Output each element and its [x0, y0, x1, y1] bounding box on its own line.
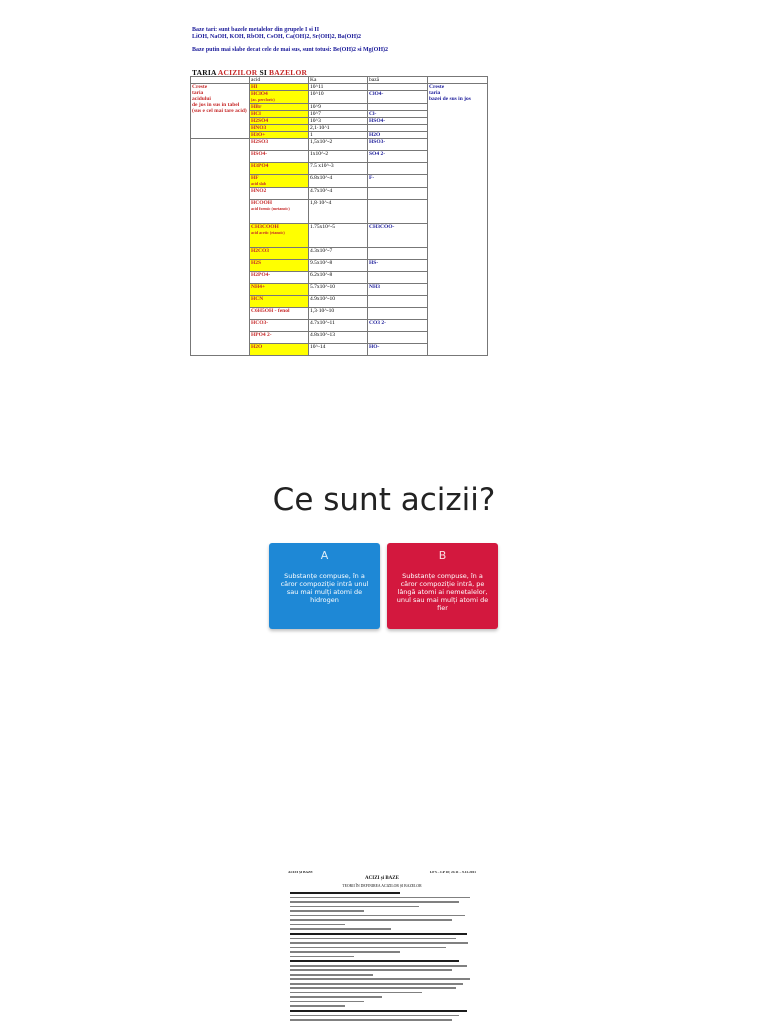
question-title: Ce sunt acizii?: [272, 482, 496, 518]
acid-cell: [250, 296, 309, 308]
doc-text-line: [290, 915, 465, 917]
acid-formula: HI: [251, 84, 258, 90]
ka-value: 10^9: [309, 104, 368, 111]
acid-strength-table: [190, 76, 488, 356]
ka-value: 1x10^-2: [309, 151, 368, 163]
conjugate-base: F-: [368, 175, 428, 188]
doc-text-line: [290, 1010, 467, 1012]
ka-value: 4.7x10^-11: [309, 320, 368, 332]
conjugate-base: [368, 125, 428, 132]
doc-subtitle: TEORII ÎN DEFINIREA ACIZILOR ȘI BAZELOR: [342, 884, 422, 888]
doc-text-line: [290, 906, 419, 908]
doc-text-line: [290, 1001, 364, 1003]
ka-value: 5.7x10^-10: [309, 284, 368, 296]
acid-note: acid acetic (etanoic): [251, 230, 285, 235]
acid-cell: [250, 272, 309, 284]
doc-text-line: [290, 1005, 345, 1007]
acid-formula: HCl: [251, 111, 261, 117]
acids-bases-document-image: [286, 868, 478, 1024]
acid-formula: HNO3: [251, 125, 267, 131]
left-empty-cell: [191, 139, 250, 356]
doc-text-line: [290, 924, 345, 926]
acid-cell: [250, 332, 309, 344]
acid-formula: H2O: [251, 344, 263, 350]
doc-text-line: [290, 974, 373, 976]
doc-text-line: [290, 951, 400, 953]
doc-header-right: LP 5 – LP 10; 24.11 – 9.12.2011: [429, 870, 476, 874]
ka-value: 2,1·10^1: [309, 125, 368, 132]
doc-text-line: [290, 996, 382, 998]
conjugate-base: SO4 2-: [368, 151, 428, 163]
acid-row: [191, 84, 488, 91]
conjugate-base: H2O: [368, 132, 428, 139]
doc-text-line: [290, 942, 468, 944]
ka-value: 4.9x10^-10: [309, 296, 368, 308]
acid-formula: H2CO3: [251, 248, 270, 254]
header-empty-right: [428, 77, 488, 84]
acid-cell: [250, 344, 309, 356]
acid-note: (ac. percloric): [251, 97, 275, 102]
acid-cell: [250, 284, 309, 296]
doc-text-line: [290, 933, 467, 935]
intro-line-1a: Baze tari: sunt bazele metalelor din grupele I si II: [192, 27, 320, 33]
doc-text-line: [290, 928, 391, 930]
ka-value: 6.8x10^-4: [309, 175, 368, 188]
ka-value: 1,3·10^-10: [309, 308, 368, 320]
conjugate-base: HO-: [368, 344, 428, 356]
header-ka: Ka: [309, 77, 368, 84]
acid-cell: [250, 91, 309, 104]
acid-cell: [250, 163, 309, 175]
acid-cell: [250, 200, 309, 224]
conjugate-base: CH3COO-: [368, 224, 428, 248]
doc-text-line: [290, 892, 400, 894]
acid-cell: [250, 104, 309, 111]
acid-table-body: [191, 77, 488, 356]
acid-formula: H2SO3: [251, 139, 269, 145]
acid-formula: HPO4 2-: [251, 332, 272, 338]
acid-cell: [250, 260, 309, 272]
acid-cell: [250, 111, 309, 118]
left-side-note: Creste taria acidului de jos in sus in tabel (sus e cel mai tare acid): [191, 84, 250, 139]
acid-cell: [250, 151, 309, 163]
acid-cell: [250, 125, 309, 132]
ka-value: 1: [309, 132, 368, 139]
ka-value: 10^11: [309, 84, 368, 91]
acid-formula: CH3COOH: [251, 224, 279, 230]
title-part-3: SI: [257, 68, 270, 77]
doc-text-line: [290, 983, 463, 985]
doc-title: ACIZI și BAZE: [365, 876, 399, 881]
doc-text-line: [290, 969, 452, 971]
acid-cell: [250, 188, 309, 200]
answer-a-text: Substanțe compuse, în a căror compoziție intră unul sau mai mulți atomi de hidrogen: [280, 572, 369, 604]
acid-formula: HBr: [251, 104, 262, 110]
doc-text-line: [290, 938, 456, 940]
title-part-2: ACIZILOR: [217, 68, 258, 77]
doc-text-line: [290, 901, 459, 903]
title-part-1: TARIA: [192, 68, 218, 77]
doc-text-line: [290, 960, 459, 962]
table-header-row: [191, 77, 488, 84]
intro-weaker-bases: Baze putin mai slabe decat cele de mai sus, sunt totusi: Be(OH)2 si Mg(OH)2: [192, 47, 388, 53]
answer-a-letter: A: [320, 549, 329, 562]
ka-value: 1,8·10^-4: [309, 200, 368, 224]
acid-formula: HSO4-: [251, 151, 268, 157]
doc-text-line: [290, 919, 452, 921]
acid-note: acid slab: [251, 181, 267, 186]
ka-value: 4.3x10^-7: [309, 248, 368, 260]
acid-formula: C6H5OH - fenol: [251, 308, 290, 314]
acid-formula: H3PO4: [251, 163, 269, 169]
conjugate-base: HSO3-: [368, 139, 428, 151]
intro-strong-bases: [192, 27, 361, 41]
doc-text-line: [290, 897, 470, 899]
doc-text-line: [290, 965, 467, 967]
ka-value: 10^-14: [309, 344, 368, 356]
conjugate-base: [368, 332, 428, 344]
acid-note: acid formic (metanoic): [251, 206, 290, 211]
doc-text-line: [290, 987, 456, 989]
answer-a-button[interactable]: [269, 543, 380, 629]
answer-b-letter: B: [438, 549, 447, 562]
doc-text-line: [290, 947, 446, 949]
acid-cell: [250, 320, 309, 332]
ka-value: 9.5x10^-8: [309, 260, 368, 272]
doc-text-line: [290, 1015, 459, 1017]
acid-formula: HClO4: [251, 91, 268, 97]
acid-cell: [250, 132, 309, 139]
conjugate-base: [368, 188, 428, 200]
acid-formula: HCOOH: [251, 200, 273, 206]
doc-text-line: [290, 910, 364, 912]
doc-body-text: [290, 892, 474, 1024]
conjugate-base: [368, 248, 428, 260]
acid-formula: H3O+: [251, 132, 266, 138]
header-baza: bază: [368, 77, 428, 84]
intro-line-1b: LiOH, NaOH, KOH, RbOH, CsOH, Ca(OH)2, Sr(OH)2, Ba(OH)2: [192, 34, 362, 40]
title-part-4: BAZELOR: [269, 68, 308, 77]
acid-cell: [250, 308, 309, 320]
acid-cell: [250, 139, 309, 151]
conjugate-base: ClO4-: [368, 91, 428, 104]
ka-value: 6.2x10^-8: [309, 272, 368, 284]
conjugate-base: [368, 308, 428, 320]
acid-cell: [250, 118, 309, 125]
conjugate-base: Cl-: [368, 111, 428, 118]
conjugate-base: HSO4-: [368, 118, 428, 125]
acid-formula: H2S: [251, 260, 262, 266]
acid-cell: [250, 84, 309, 91]
answer-b-text: Substanțe compuse, în a căror compoziție intră, pe lângă atomi ai nemetalelor, unul sau mai mulți atomi de fier: [396, 572, 489, 612]
doc-text-line: [290, 956, 354, 958]
ka-value: 4.7x10^-4: [309, 188, 368, 200]
doc-text-line: [290, 978, 470, 980]
ka-value: 4.8x10^-13: [309, 332, 368, 344]
acid-formula: HF: [251, 175, 259, 181]
conjugate-base: [368, 296, 428, 308]
doc-text-line: [290, 992, 422, 994]
ka-value: 10^7: [309, 111, 368, 118]
conjugate-base: CO3 2-: [368, 320, 428, 332]
acid-formula: H2PO4-: [251, 272, 271, 278]
right-side-note: Creste taria bazei de sus in jos: [428, 84, 488, 356]
acid-cell: [250, 248, 309, 260]
acid-formula: HNO2: [251, 188, 267, 194]
acid-base-table-image: [186, 20, 488, 382]
conjugate-base: [368, 200, 428, 224]
ka-value: 1,5x10^-2: [309, 139, 368, 151]
doc-text-line: [290, 1019, 452, 1021]
header-acid: acid: [250, 77, 309, 84]
conjugate-base: [368, 163, 428, 175]
doc-header-left: ACIZI ȘI BAZE: [288, 870, 313, 874]
acid-formula: HCN: [251, 296, 264, 302]
ka-value: 10^3: [309, 118, 368, 125]
header-empty-left: [191, 77, 250, 84]
answer-b-button[interactable]: [387, 543, 498, 629]
ka-value: 10^10: [309, 91, 368, 104]
acid-formula: HCO3-: [251, 320, 269, 326]
conjugate-base: [368, 84, 428, 91]
acid-cell: [250, 224, 309, 248]
ka-value: 7.5 x10^-3: [309, 163, 368, 175]
conjugate-base: [368, 104, 428, 111]
acid-formula: H2SO4: [251, 118, 269, 124]
acid-formula: NH4+: [251, 284, 266, 290]
conjugate-base: HS-: [368, 260, 428, 272]
acid-cell: [250, 175, 309, 188]
ka-value: 1.75x10^-5: [309, 224, 368, 248]
conjugate-base: [368, 272, 428, 284]
conjugate-base: NH3: [368, 284, 428, 296]
